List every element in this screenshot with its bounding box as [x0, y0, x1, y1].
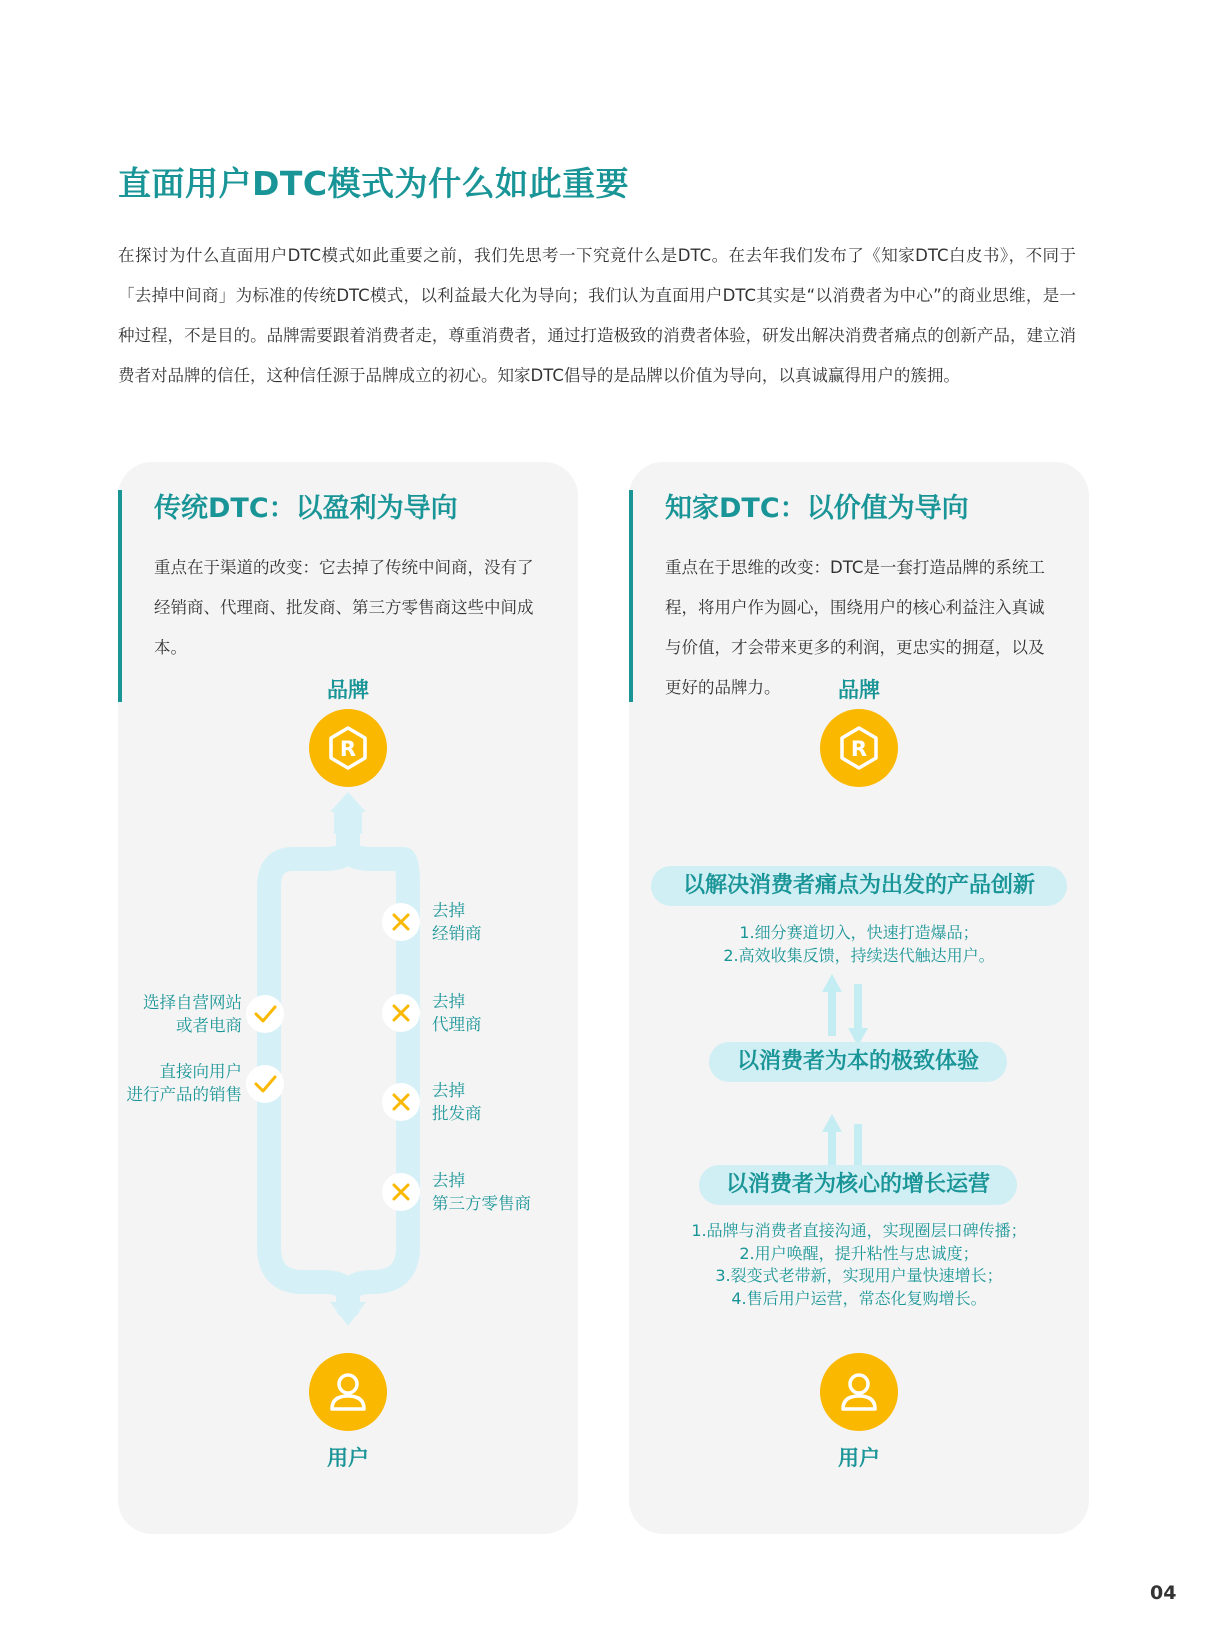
card-description: 重点在于思维的改变：DTC是一套打造品牌的系统工程，将用户作为圆心，围绕用户的核心利益注入真诚与价值，才会带来更多的利润，更忠实的拥趸，以及更好的品牌力。 [665, 558, 1045, 697]
right-path-item: 去掉 第三方零售商 [432, 1171, 531, 1213]
left-path-item: 直接向用户 进行产品的销售 [126, 1062, 242, 1104]
down-arrow-icon [848, 984, 868, 1046]
card-title: 传统DTC：以盈利为导向 [154, 493, 458, 524]
svg-text:R: R [850, 737, 868, 761]
x-icon [382, 1083, 420, 1121]
check-icon [246, 1065, 284, 1103]
user-icon [820, 1353, 898, 1431]
brand-label: 品牌 [838, 678, 880, 702]
user-label: 用户 [838, 1446, 880, 1470]
right-path-item: 去掉 经销商 [432, 901, 482, 943]
page-number: 04 [1150, 1582, 1177, 1604]
brand-label: 品牌 [327, 678, 369, 702]
stage-details: 1.品牌与消费者直接沟通，实现圈层口碑传播； 2.用户唤醒，提升粘性与忠诚度； 3.裂变式老带新，实现用户量快速增长； 4.售后用户运营，常态化复购增长。 [691, 1221, 1027, 1308]
stage-growth-operation: 以消费者为核心的增长运营 [699, 1165, 1017, 1205]
x-icon [382, 994, 420, 1032]
traditional-dtc-card [118, 462, 578, 1534]
check-icon [246, 995, 284, 1033]
right-path-item: 去掉 批发商 [432, 1081, 482, 1123]
stage-product-innovation: 以解决消费者痛点为出发的产品创新 [651, 866, 1067, 906]
stage-ultimate-experience: 以消费者为本的极致体验 [709, 1042, 1007, 1082]
card-title: 知家DTC：以价值为导向 [665, 493, 969, 524]
page-title: 直面用户DTC模式为什么如此重要 [118, 164, 630, 203]
user-icon [309, 1353, 387, 1431]
user-label: 用户 [327, 1446, 369, 1470]
right-path-item: 去掉 代理商 [432, 992, 482, 1034]
zhijia-dtc-card [629, 462, 1089, 1534]
svg-text:R: R [339, 737, 357, 761]
x-icon [382, 1173, 420, 1211]
up-arrow-icon [822, 974, 842, 1036]
left-path-item: 选择自营网站 或者电商 [143, 993, 242, 1035]
card-description: 重点在于渠道的改变：它去掉了传统中间商，没有了经销商、代理商、批发商、第三方零售商这些中间成本。 [154, 558, 534, 657]
x-icon [382, 903, 420, 941]
intro-paragraph: 在探讨为什么直面用户DTC模式如此重要之前，我们先思考一下究竟什么是DTC。在去年我们发布了《知家DTC白皮书》，不同于「去掉中间商」为标准的传统DTC模式，以利益最大化为导向；我们认为直面用户DTC其实是“以消费者为中心”的商业思维，是一种过程，不是目的。品牌需要跟着消费者走，尊重消费者，通过打造极致的消费者体验，研发出解决消费者痛点的创新产品，建立消费者对品牌的信任，这种信任源于品牌成立的初心。知家DTC倡导的是品牌以价值为导向，以真诚赢得用户的簇拥。 [118, 246, 1076, 385]
stage-details: 1.细分赛道切入，快速打造爆品； 2.高效收集反馈，持续迭代触达用户。 [723, 923, 995, 965]
